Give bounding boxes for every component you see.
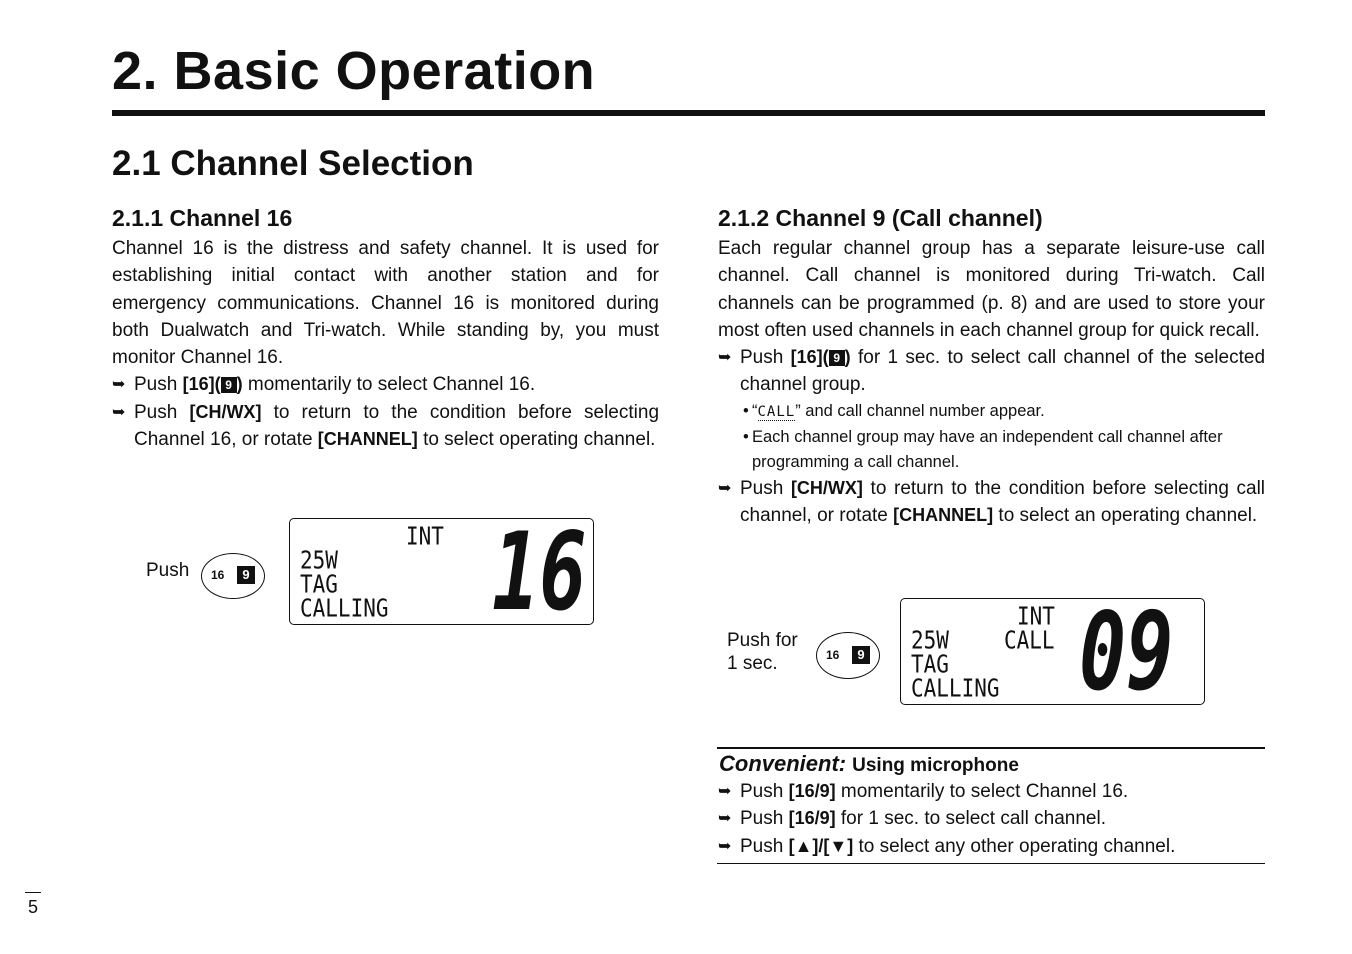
lcd-channel-number: 09 — [1079, 590, 1174, 716]
lcd-call: CALL — [1004, 626, 1055, 655]
lcd-tag: TAG — [911, 650, 949, 679]
convenient-item: ➥ Push [16/9] momentarily to select Channel 16. — [718, 778, 1265, 805]
right-intro: Each regular channel group has a separate leisure-use call channel. Call channel is monitored during Tri-watch. Call channels can be programmed (p. 8) and are used to store your most often used channels in each channel group for quick recall. — [718, 238, 1265, 341]
convenient-bottom-rule — [717, 863, 1265, 864]
convenient-title: Convenient: Using microphone — [719, 751, 1019, 776]
arrow-right-icon: ➥ — [718, 783, 732, 800]
right-column-text — [718, 235, 1265, 529]
arrow-right-icon: ➥ — [718, 479, 732, 497]
lcd-int: INT — [1017, 602, 1055, 631]
arrow-right-icon: ➥ — [112, 376, 126, 394]
left-column-text — [112, 235, 659, 453]
push-label: Push — [146, 560, 190, 581]
convenient-item: ➥ Push [16/9] for 1 sec. to select call channel. — [718, 805, 1265, 832]
left-step-1: ➥ Push [16]( 9 ) momentarily to select Channel 16. — [112, 371, 659, 398]
convenient-top-rule — [717, 747, 1265, 749]
lcd-display-channel-09 — [900, 590, 1205, 716]
lcd-display-channel-16 — [289, 510, 594, 636]
arrow-right-icon: ➥ — [718, 349, 732, 367]
arrow-right-icon: ➥ — [718, 837, 732, 855]
subsection-heading-channel-16: 2.1.1 Channel 16 — [112, 205, 293, 231]
page-number-rule — [25, 892, 41, 893]
arrow-right-icon: ➥ — [718, 810, 732, 828]
push-for-label-line-2: 1 sec. — [727, 653, 778, 674]
left-intro: Channel 16 is the distress and safety channel. It is used for establishing initial contact with another station and for emergency communications. Channel 16 is monitored during both Dualwatch and Tri-watch. While standing by, you must monitor Channel 16. — [112, 238, 659, 369]
section-title: 2.1 Channel Selection — [112, 144, 474, 183]
lcd-calling: CALLING — [300, 594, 389, 623]
right-note-2: • Each channel group may have an independent call channel after programming a call channel. — [743, 427, 1223, 471]
lcd-power: 25W — [300, 546, 338, 575]
page-number: 5 — [28, 897, 39, 917]
chapter-title: 2. Basic Operation — [112, 41, 596, 101]
lcd-tag: TAG — [300, 570, 338, 599]
nine-key-icon: 9 — [829, 350, 845, 366]
chapter-rule — [112, 110, 1265, 116]
lcd-calling: CALLING — [911, 674, 1000, 703]
push-for-label-line-1: Push for — [727, 630, 798, 651]
right-step-2: ➥ Push [CH/WX] to return to the condition before selecting call channel, or rotate [CHANNEL] to select an operating channel. — [718, 475, 1265, 530]
right-note-1: • “CALL” and call channel number appear. — [743, 401, 1045, 420]
channel-16-9-button-icon: 16 9 — [201, 553, 265, 599]
convenient-item: ➥ Push [▲]/[▼] to select any other operating channel. — [718, 833, 1265, 860]
subsection-heading-channel-9: 2.1.2 Channel 9 (Call channel) — [718, 205, 1043, 231]
lcd-channel-number: 16 — [492, 510, 587, 636]
lcd-power: 25W — [911, 626, 949, 655]
right-step-1: ➥ Push [16]( 9 ) for 1 sec. to select call channel of the selected channel group. — [718, 344, 1265, 399]
convenient-list — [718, 778, 1265, 860]
channel-16-9-button-icon: 16 9 — [816, 632, 880, 679]
arrow-right-icon: ➥ — [112, 403, 126, 421]
nine-key-icon: 9 — [221, 377, 237, 393]
call-lcd-symbol: CALL — [757, 403, 796, 420]
lcd-int: INT — [406, 522, 444, 551]
left-step-2: ➥ Push [CH/WX] to return to the condition before selecting Channel 16, or rotate [CHANNEL] to select operating channel. — [112, 399, 659, 454]
